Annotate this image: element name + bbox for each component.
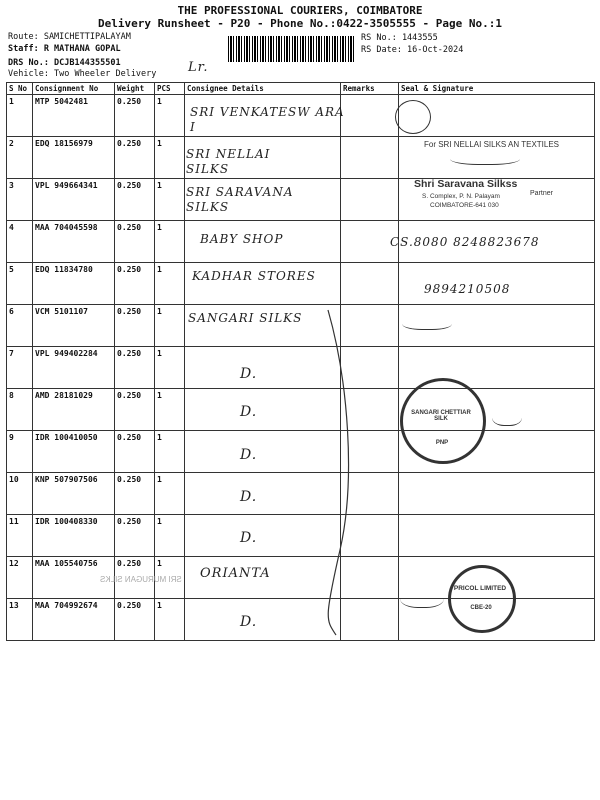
cell-weight: 0.250	[115, 347, 155, 389]
col-remarks: Remarks	[341, 83, 399, 95]
hw-consignee-2: SRI NELLAI SILKS	[186, 147, 271, 176]
cell-pcs: 1	[155, 557, 185, 599]
faded-mirror-stamp: SRI MURUGAN SILKS	[100, 575, 182, 584]
hw-consignee-13: D.	[240, 614, 258, 630]
cell-sno: 3	[7, 179, 33, 221]
cell-sno: 7	[7, 347, 33, 389]
table-row	[7, 473, 595, 515]
cell-sno: 10	[7, 473, 33, 515]
signature-row-2	[450, 150, 520, 165]
cell-weight: 0.250	[115, 557, 155, 599]
cell-remarks	[341, 263, 399, 305]
signature-row-1	[395, 100, 431, 134]
pricol-round-seal	[448, 565, 516, 633]
cell-consignment: EDQ 18156979	[33, 137, 115, 179]
cell-weight: 0.250	[115, 389, 155, 431]
staff-label: Staff: R MATHANA GOPAL	[8, 44, 121, 54]
cell-consignment: MAA 704992674	[33, 599, 115, 641]
nellai-seal-text: For SRI NELLAI SILKS AN TEXTILES	[424, 140, 560, 149]
cell-pcs: 1	[155, 431, 185, 473]
cell-consignment: MAA 105540756	[33, 557, 115, 599]
cell-pcs: 1	[155, 137, 185, 179]
runsheet-title: Delivery Runsheet - P20 - Phone No.:0422-3505555 - Page No.:1	[98, 17, 502, 30]
cell-sno: 9	[7, 431, 33, 473]
vehicle-label: Vehicle: Two Wheeler Delivery	[8, 69, 157, 79]
rs-date: RS Date: 16-Oct-2024	[361, 45, 464, 55]
cell-weight: 0.250	[115, 473, 155, 515]
cell-pcs: 1	[155, 347, 185, 389]
phone-row-5: 9894210508	[424, 282, 511, 296]
remarks-stroke	[318, 300, 358, 640]
cell-consignment: VCM 5101107	[33, 305, 115, 347]
cell-pcs: 1	[155, 473, 185, 515]
signature-row-6	[402, 315, 452, 330]
hw-consignee-10: D.	[240, 489, 258, 505]
cell-consignment: KNP 507907506	[33, 473, 115, 515]
cell-weight: 0.250	[115, 221, 155, 263]
cell-consignment: VPL 949402284	[33, 347, 115, 389]
cell-pcs: 1	[155, 389, 185, 431]
cell-sno: 1	[7, 95, 33, 137]
cell-seal-signature	[399, 515, 595, 557]
cell-pcs: 1	[155, 179, 185, 221]
cell-sno: 6	[7, 305, 33, 347]
cell-sno: 8	[7, 389, 33, 431]
cell-seal-signature	[399, 473, 595, 515]
cell-pcs: 1	[155, 263, 185, 305]
cell-consignment: EDQ 11834780	[33, 263, 115, 305]
cell-consignment: MAA 704045598	[33, 221, 115, 263]
table-row	[7, 347, 595, 389]
col-pcs: PCS	[155, 83, 185, 95]
col-weight: Weight	[115, 83, 155, 95]
col-seal-signature: Seal & Signature	[399, 83, 595, 95]
cell-weight: 0.250	[115, 515, 155, 557]
saravana-address-2: COIMBATORE-641 030	[430, 202, 499, 209]
col-consignment: Consignment No	[33, 83, 115, 95]
cell-sno: 4	[7, 221, 33, 263]
saravana-address-1: S. Complex, P. N. Palayam	[422, 193, 500, 200]
sangari-seal-sub: PNP	[435, 440, 449, 446]
table-header-row	[7, 83, 595, 95]
cell-remarks	[341, 137, 399, 179]
company-title: THE PROFESSIONAL COURIERS, COIMBATORE	[177, 4, 423, 17]
pricol-seal-text: PRICOL LIMITED	[453, 585, 507, 592]
table-row	[7, 515, 595, 557]
cell-pcs: 1	[155, 95, 185, 137]
hw-consignee-6: SANGARI SILKS	[188, 311, 303, 325]
cell-consignment: MTP 5042481	[33, 95, 115, 137]
phone-row-4: CS.8080 8248823678	[390, 235, 540, 249]
hw-consignee-1: SRI VENKATESW ARA I	[190, 105, 345, 134]
cell-weight: 0.250	[115, 599, 155, 641]
col-sno: S No	[7, 83, 33, 95]
saravana-seal-name: Shri Saravana Silkss	[414, 178, 518, 190]
cell-consignment: IDR 100408330	[33, 515, 115, 557]
cell-consignment: AMD 28181029	[33, 389, 115, 431]
hw-consignee-7: D.	[240, 366, 258, 382]
hw-consignee-5: KADHAR STORES	[192, 269, 316, 283]
hw-consignee-4: BABY SHOP	[200, 232, 284, 246]
signature-row-8	[492, 405, 522, 426]
cell-pcs: 1	[155, 599, 185, 641]
hw-consignee-8: D.	[240, 404, 258, 420]
cell-pcs: 1	[155, 515, 185, 557]
table-row	[7, 431, 595, 473]
signature-row-12	[400, 585, 444, 608]
cell-sno: 12	[7, 557, 33, 599]
cell-weight: 0.250	[115, 95, 155, 137]
pricol-seal-sub: CBE-20	[470, 605, 492, 611]
rs-number: RS No.: 1443555	[361, 33, 438, 43]
barcode	[228, 36, 356, 62]
cell-sno: 5	[7, 263, 33, 305]
cell-pcs: 1	[155, 305, 185, 347]
cell-weight: 0.250	[115, 305, 155, 347]
cell-weight: 0.250	[115, 263, 155, 305]
cell-weight: 0.250	[115, 431, 155, 473]
cell-weight: 0.250	[115, 137, 155, 179]
cell-weight: 0.250	[115, 179, 155, 221]
cell-sno: 13	[7, 599, 33, 641]
cell-sno: 11	[7, 515, 33, 557]
hw-consignee-12: ORIANTA	[200, 566, 271, 581]
cell-consignment: IDR 100410050	[33, 431, 115, 473]
hw-consignee-3: SRI SARAVANA SILKS	[186, 185, 294, 214]
saravana-partner: Partner	[530, 190, 553, 197]
sangari-seal-text: SANGARI CHETTIAR SILK	[411, 410, 471, 422]
cell-remarks	[341, 179, 399, 221]
top-handwritten-mark: Lr.	[188, 60, 209, 75]
route-label: Route: SAMICHETTIPALAYAM	[8, 32, 131, 42]
hw-consignee-9: D.	[240, 447, 258, 463]
runsheet-table	[6, 82, 595, 641]
hw-consignee-11: D.	[240, 530, 258, 546]
cell-consignment: VPL 949664341	[33, 179, 115, 221]
col-consignee: Consignee Details	[185, 83, 341, 95]
cell-sno: 2	[7, 137, 33, 179]
cell-pcs: 1	[155, 221, 185, 263]
drs-number: DRS No.: DCJB144355501	[8, 58, 121, 68]
